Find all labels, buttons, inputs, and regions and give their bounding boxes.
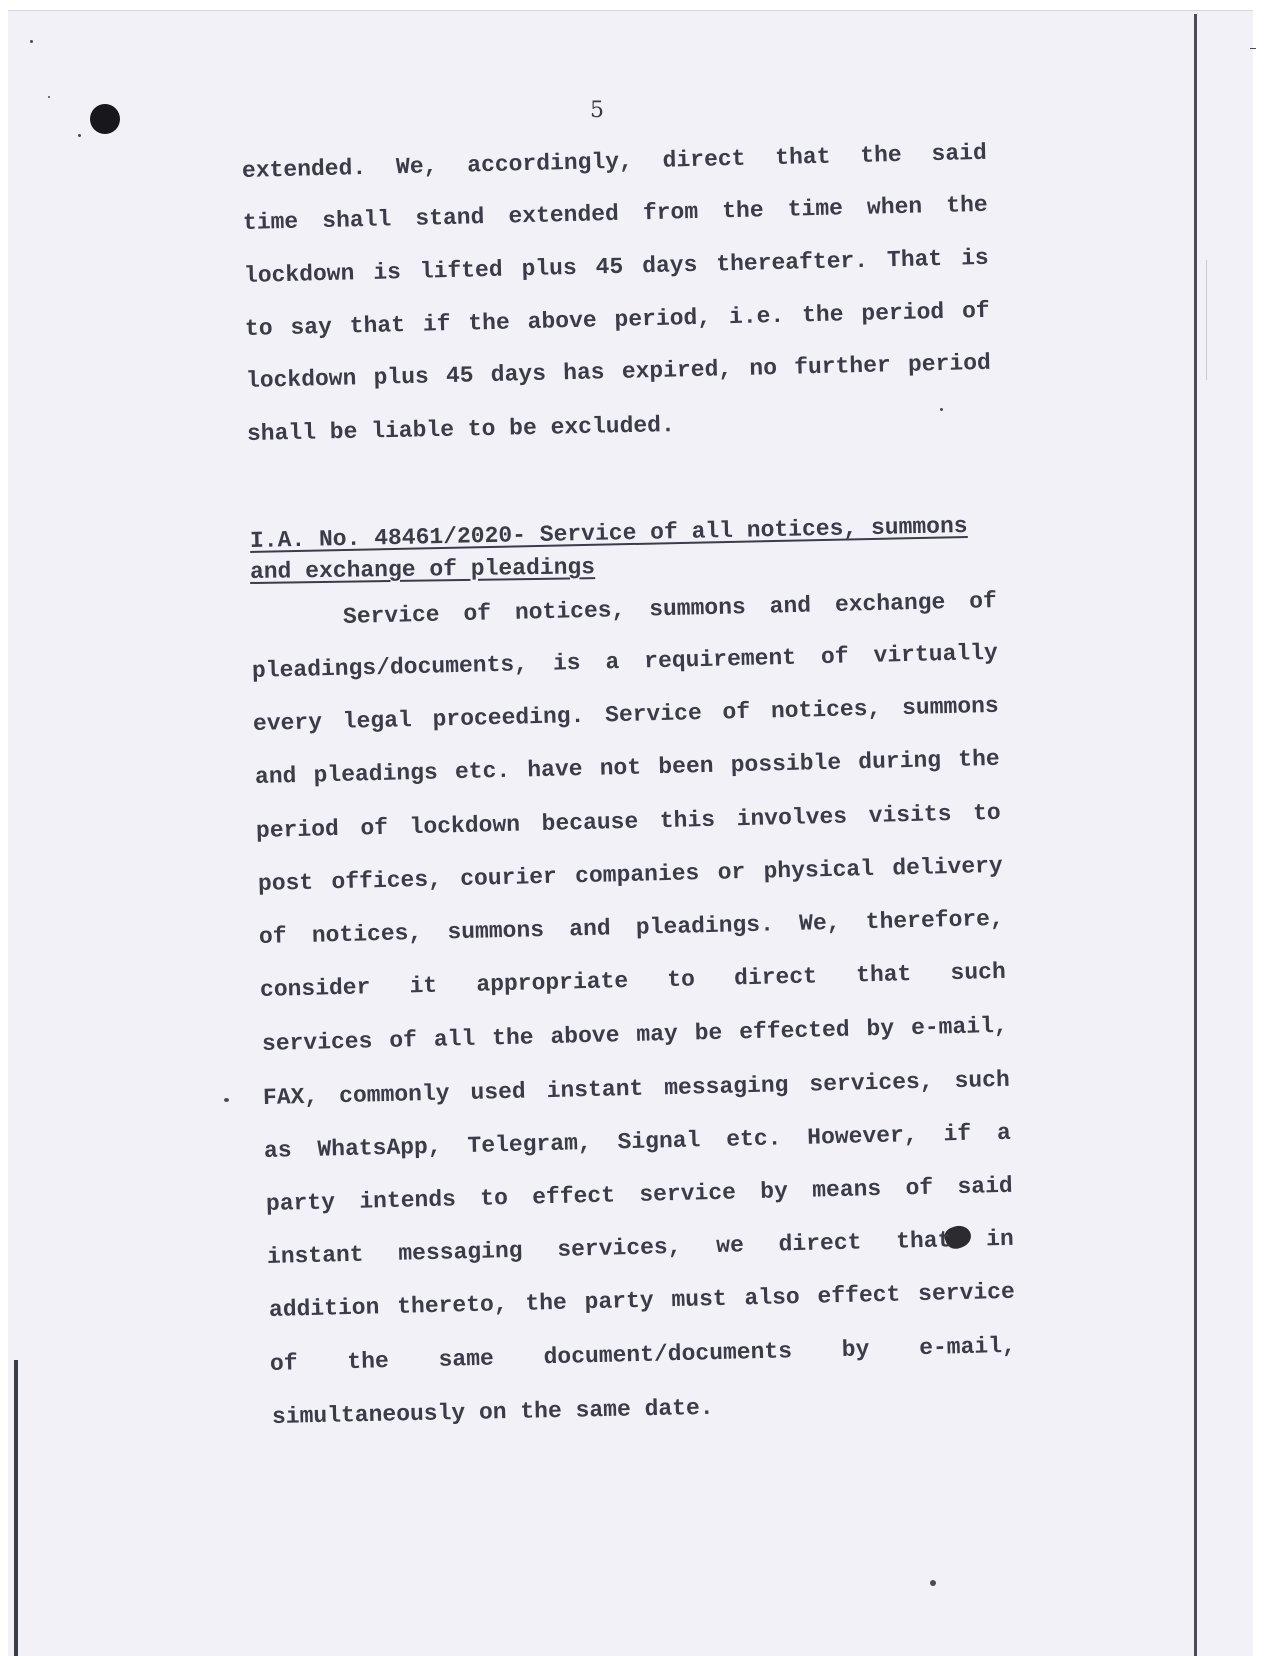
word: days [490, 360, 547, 389]
word: lockdown [409, 811, 521, 841]
word: to [972, 799, 1002, 827]
word: say [290, 313, 333, 341]
word: 45 [445, 362, 474, 390]
word: used [470, 1078, 527, 1106]
word: when [866, 193, 923, 221]
paragraph-2-line [269, 1279, 1015, 1323]
word: possible [730, 749, 842, 779]
word: We, [798, 909, 841, 937]
paragraph-2-line [256, 800, 1001, 844]
word: this [659, 806, 716, 835]
word: effected [738, 1016, 850, 1046]
word: consider [259, 974, 371, 1003]
word: lockdown [243, 260, 355, 289]
paragraph-2-line [259, 906, 1004, 950]
word: a [605, 649, 620, 676]
word: above [550, 1022, 620, 1050]
word: courier [459, 863, 558, 893]
word: service [917, 1278, 1016, 1308]
word: FAX, [262, 1083, 319, 1111]
word: also [744, 1284, 801, 1312]
paragraph-2-line [266, 1173, 1013, 1217]
word: of [360, 814, 389, 842]
word: or [717, 859, 746, 886]
word: exchange [834, 589, 946, 618]
word: appropriate [476, 968, 629, 998]
word: not [599, 754, 642, 782]
word: of [722, 698, 751, 726]
word: services [261, 1028, 373, 1057]
word: all [433, 1025, 476, 1053]
word: accordingly, [466, 148, 634, 179]
paragraph-2-line [270, 1333, 1016, 1377]
word: notices, [514, 597, 626, 626]
word: of [269, 1350, 298, 1377]
paragraph-2-line [267, 1226, 1014, 1270]
word: the [721, 197, 764, 225]
word: if [943, 1120, 972, 1148]
word: proceeding. [432, 702, 585, 733]
paragraph-2-line [343, 588, 997, 630]
word: direct [733, 963, 818, 992]
word: further [793, 352, 892, 381]
word: We, [395, 153, 438, 181]
word: of [968, 588, 998, 615]
word: the [859, 141, 903, 169]
section-heading-line: I.A. No. 48461/2020- Service of all notices, summons [249, 512, 968, 554]
word: Telegram, [467, 1129, 593, 1160]
word: said [957, 1172, 1014, 1201]
word: that [895, 1227, 952, 1255]
word: notices, [311, 920, 423, 949]
word: the [945, 191, 989, 219]
word: i.e. [728, 302, 785, 331]
word: been [658, 752, 714, 781]
word: in [985, 1225, 1015, 1253]
word: services, [809, 1068, 934, 1098]
word: instant [546, 1075, 644, 1105]
word: of [463, 600, 492, 628]
word: be [694, 1019, 723, 1047]
word: that [774, 143, 831, 171]
word: party [265, 1189, 336, 1217]
word: the [957, 745, 1001, 773]
word: above [527, 307, 597, 336]
word: Service [342, 601, 440, 630]
word: of [388, 1027, 418, 1054]
word: is [372, 259, 402, 286]
word: legal [342, 707, 413, 735]
word: summons [648, 594, 747, 623]
word: virtually [873, 639, 999, 669]
word: However, [806, 1122, 918, 1151]
word: said [931, 139, 988, 168]
word: physical [763, 855, 875, 885]
word: post [257, 869, 314, 897]
word: effect [817, 1281, 901, 1310]
word: direct [778, 1229, 862, 1258]
word: of [258, 923, 287, 950]
word: and [769, 592, 812, 620]
word: the [801, 301, 844, 329]
word: of [961, 297, 991, 325]
word: time [787, 195, 844, 223]
word: such [954, 1066, 1011, 1095]
word: etc. [454, 757, 511, 786]
word: of [905, 1174, 934, 1202]
word: e-mail, [918, 1332, 1017, 1362]
word: by [841, 1336, 870, 1364]
word: days [641, 251, 698, 280]
word: to [667, 966, 696, 994]
word: must [671, 1285, 727, 1314]
word: by [759, 1178, 789, 1205]
word: pleadings [313, 759, 439, 789]
word: lockdown [245, 365, 357, 394]
word: messaging [663, 1072, 789, 1102]
word: from [642, 198, 699, 227]
word: we [715, 1232, 745, 1260]
word: companies [574, 860, 700, 890]
word: and [254, 762, 297, 790]
word: plus [521, 254, 578, 283]
word: shall [321, 206, 392, 235]
word: may [636, 1020, 679, 1048]
word: e-mail, [910, 1012, 1008, 1042]
word: period, [614, 304, 712, 333]
word: has [562, 359, 605, 387]
word: that [855, 961, 912, 989]
word: because [541, 808, 639, 838]
word: etc. [725, 1125, 782, 1153]
paragraph-1-line [246, 350, 991, 394]
word: 45 [595, 253, 624, 281]
word: time [242, 208, 299, 236]
word: by [866, 1015, 895, 1043]
word: thereto, [396, 1291, 508, 1320]
paragraph-1-line [243, 192, 988, 236]
word: messaging [398, 1237, 523, 1267]
word: the [491, 1024, 534, 1052]
word: the [347, 1348, 390, 1376]
word: That [886, 245, 943, 274]
word: thereafter. [715, 247, 869, 278]
word: direct [662, 145, 746, 174]
word: is [960, 244, 990, 272]
word: WhatsApp, [317, 1133, 442, 1163]
paragraph-2-line [262, 1013, 1008, 1057]
word: offices, [331, 866, 443, 896]
word: lifted [419, 256, 503, 285]
word: Service [604, 700, 703, 729]
word: no [749, 355, 778, 382]
word: have [527, 755, 583, 784]
word: extended. [241, 154, 367, 184]
word: intends [359, 1186, 457, 1215]
paragraph-2-line [260, 959, 1006, 1003]
paragraph-1-line [242, 140, 987, 184]
word: notices, [770, 695, 882, 725]
word: to [479, 1185, 509, 1212]
word: pleadings/documents, [251, 651, 529, 684]
word: period [255, 815, 340, 844]
word: same [438, 1345, 495, 1373]
word: instant [266, 1241, 364, 1270]
word: summons [901, 692, 1000, 722]
word: is [552, 649, 581, 677]
word: during [857, 747, 942, 776]
word: summons [447, 917, 545, 946]
word: and [568, 915, 611, 943]
paragraph-1-line [244, 245, 989, 289]
paragraph-2-line [264, 1120, 1011, 1164]
word: requirement [643, 644, 797, 675]
word: visits [868, 801, 952, 830]
word: services, [556, 1233, 682, 1263]
page-number: 5 [590, 98, 604, 123]
word: every [252, 709, 323, 737]
word: therefore, [865, 905, 1005, 936]
word: to [244, 315, 273, 342]
word: addition [268, 1294, 380, 1323]
word: as [263, 1137, 292, 1164]
paragraph-2-line [255, 746, 1000, 790]
section-heading-line: and exchange of pleadings [249, 554, 596, 585]
word: it [409, 972, 438, 1000]
word: commonly [338, 1080, 450, 1110]
paragraph-2-line [258, 853, 1003, 897]
word: stand [415, 204, 485, 232]
word: the [468, 309, 511, 337]
word: period [861, 298, 945, 327]
word: of [820, 643, 849, 671]
word: involves [736, 803, 848, 833]
word: Signal [617, 1127, 701, 1156]
word: extended [508, 200, 620, 230]
word: effect [531, 1182, 616, 1211]
paragraph-2-line: simultaneously on the same date. [271, 1394, 714, 1430]
word: service [639, 1179, 737, 1208]
word: plus [373, 363, 430, 391]
word: a [996, 1119, 1012, 1147]
word: party [584, 1287, 654, 1316]
paragraph-1-line: shall be liable to be excluded. [246, 412, 676, 447]
word: the [525, 1289, 568, 1317]
paragraph-1-line [245, 298, 990, 342]
word: delivery [891, 852, 1004, 882]
word: if [422, 310, 451, 338]
word: such [950, 958, 1007, 987]
word: document/documents [543, 1338, 793, 1371]
word: period [907, 349, 992, 378]
word: means [811, 1175, 882, 1204]
paragraph-2-line [253, 693, 999, 737]
word: pleadings. [635, 911, 775, 941]
word: that [349, 312, 406, 340]
word: expired, [621, 356, 733, 385]
paragraph-2-line [263, 1067, 1010, 1111]
paragraph-2-line [252, 640, 998, 684]
